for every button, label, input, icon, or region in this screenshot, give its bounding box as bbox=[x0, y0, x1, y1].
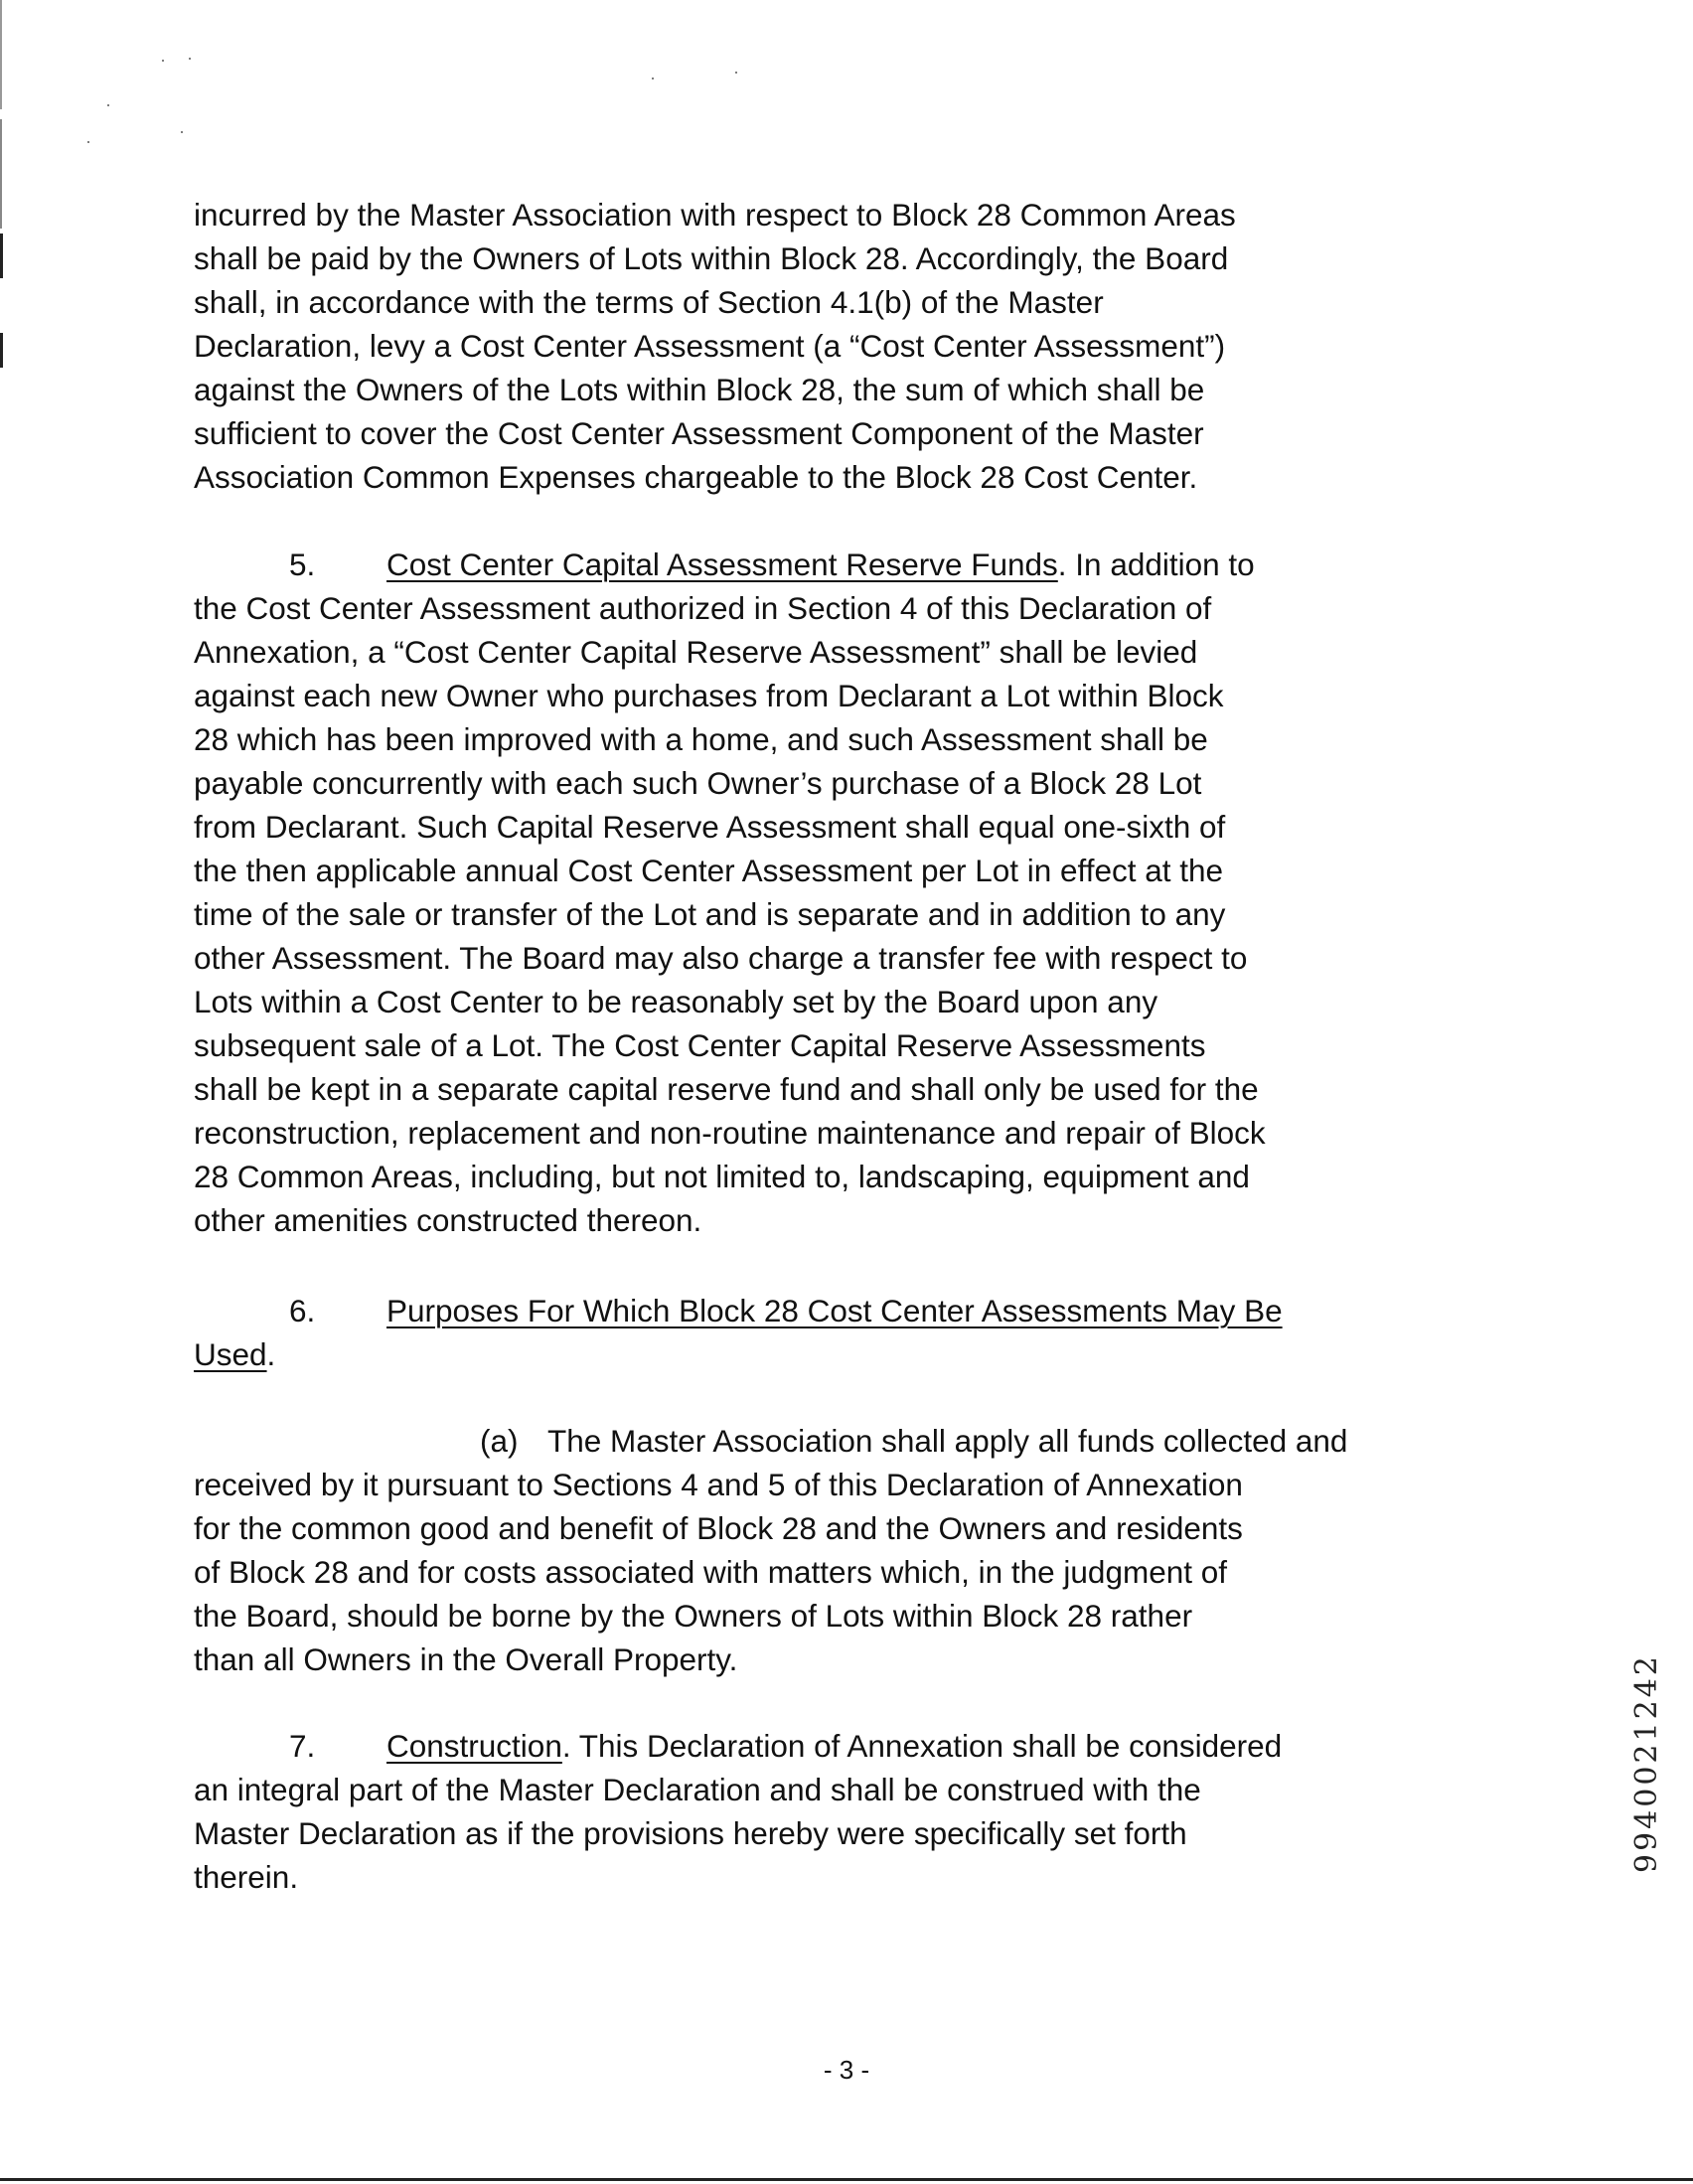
text-line: received by it pursuant to Sections 4 and 5 of this Declaration of Annexation bbox=[194, 1467, 1243, 1502]
section-6-first-line bbox=[194, 1289, 1495, 1332]
text-line: payable concurrently with each such Owner’s purchase of a Block 28 Lot bbox=[194, 765, 1202, 801]
text-line: than all Owners in the Overall Property. bbox=[194, 1641, 738, 1677]
scan-edge-mark bbox=[0, 119, 2, 229]
scan-speck bbox=[652, 78, 654, 79]
intro-paragraph bbox=[194, 193, 1495, 499]
text-line: from Declarant. Such Capital Reserve Assessment shall equal one-sixth of bbox=[194, 809, 1226, 845]
text-line: an integral part of the Master Declaration and shall be construed with the bbox=[194, 1772, 1201, 1807]
text-line: for the common good and benefit of Block 28 and the Owners and residents bbox=[194, 1510, 1243, 1546]
section-5-heading: Cost Center Capital Assessment Reserve Funds bbox=[386, 546, 1058, 582]
text-line: Master Declaration as if the provisions hereby were specifically set forth bbox=[194, 1815, 1187, 1851]
text-line: 28 which has been improved with a home, and such Assessment shall be bbox=[194, 721, 1208, 757]
section-7-first-line-rest: . This Declaration of Annexation shall be considered bbox=[561, 1728, 1283, 1764]
text-line: other Assessment. The Board may also charge a transfer fee with respect to bbox=[194, 940, 1248, 976]
text-line: Association Common Expenses chargeable to the Block 28 Cost Center. bbox=[194, 459, 1198, 495]
section-6a-first-line-rest: The Master Association shall apply all funds collected and bbox=[547, 1423, 1348, 1459]
section-6-number: 6. bbox=[289, 1293, 316, 1328]
text-line: Annexation, a “Cost Center Capital Reserve Assessment” shall be levied bbox=[194, 634, 1198, 670]
text-line: sufficient to cover the Cost Center Assessment Component of the Master bbox=[194, 415, 1204, 451]
text-line: subsequent sale of a Lot. The Cost Center Capital Reserve Assessments bbox=[194, 1027, 1206, 1063]
section-6a-first-line bbox=[194, 1419, 1495, 1463]
scan-edge-mark bbox=[0, 234, 3, 278]
text-line: against the Owners of the Lots within Block 28, the sum of which shall be bbox=[194, 372, 1205, 407]
scan-bottom-edge bbox=[0, 2178, 1693, 2181]
section-5 bbox=[194, 543, 1495, 1242]
text-line: 28 Common Areas, including, but not limited to, landscaping, equipment and bbox=[194, 1159, 1250, 1194]
section-6-heading-end: Used bbox=[194, 1336, 267, 1372]
text-line: therein. bbox=[194, 1859, 299, 1895]
page-number: - 3 - bbox=[823, 2055, 870, 2085]
section-6a bbox=[194, 1419, 1495, 1681]
section-7 bbox=[194, 1724, 1495, 1899]
scan-speck bbox=[181, 131, 183, 133]
section-6-period: . bbox=[266, 1336, 276, 1372]
section-5-first-line-rest: . In addition to bbox=[1057, 546, 1255, 582]
text-line: the Cost Center Assessment authorized in Section 4 of this Declaration of bbox=[194, 590, 1212, 626]
text-line: shall be kept in a separate capital reserve fund and shall only be used for the bbox=[194, 1071, 1259, 1107]
scan-edge-mark bbox=[0, 0, 2, 109]
scan-speck bbox=[735, 72, 737, 74]
text-line: other amenities constructed thereon. bbox=[194, 1202, 702, 1238]
text-line: shall, in accordance with the terms of Section 4.1(b) of the Master bbox=[194, 284, 1104, 320]
text-line: shall be paid by the Owners of Lots within Block 28. Accordingly, the Board bbox=[194, 240, 1229, 276]
section-6a-label: (a) bbox=[480, 1423, 519, 1459]
scan-edge-mark bbox=[0, 333, 3, 368]
text-line: against each new Owner who purchases from Declarant a Lot within Block bbox=[194, 678, 1224, 713]
recording-stamp-text: 9940021242 bbox=[1629, 1653, 1664, 1873]
section-7-number: 7. bbox=[289, 1728, 316, 1764]
text-line: time of the sale or transfer of the Lot and is separate and in addition to any bbox=[194, 896, 1226, 932]
text-line: the Board, should be borne by the Owners of Lots within Block 28 rather bbox=[194, 1598, 1193, 1634]
text-line: reconstruction, replacement and non-routine maintenance and repair of Block bbox=[194, 1115, 1266, 1151]
scan-speck bbox=[189, 58, 191, 60]
text-line: Declaration, levy a Cost Center Assessment (a “Cost Center Assessment”) bbox=[194, 328, 1226, 364]
section-7-heading: Construction bbox=[386, 1728, 562, 1764]
section-5-first-line bbox=[194, 543, 1495, 586]
section-7-first-line bbox=[194, 1724, 1495, 1768]
recording-stamp bbox=[1600, 1605, 1664, 1873]
text-line: incurred by the Master Association with respect to Block 28 Common Areas bbox=[194, 197, 1236, 233]
section-6-second-line bbox=[194, 1332, 1495, 1376]
section-5-number: 5. bbox=[289, 546, 316, 582]
section-6 bbox=[194, 1289, 1495, 1376]
text-line: of Block 28 and for costs associated with matters which, in the judgment of bbox=[194, 1554, 1228, 1590]
text-line: Lots within a Cost Center to be reasonably set by the Board upon any bbox=[194, 984, 1158, 1019]
text-line: the then applicable annual Cost Center Assessment per Lot in effect at the bbox=[194, 853, 1224, 888]
scan-speck bbox=[162, 60, 164, 62]
scan-speck bbox=[107, 104, 109, 106]
section-6-heading: Purposes For Which Block 28 Cost Center Assessments May Be bbox=[386, 1293, 1283, 1328]
scan-speck bbox=[87, 141, 89, 143]
